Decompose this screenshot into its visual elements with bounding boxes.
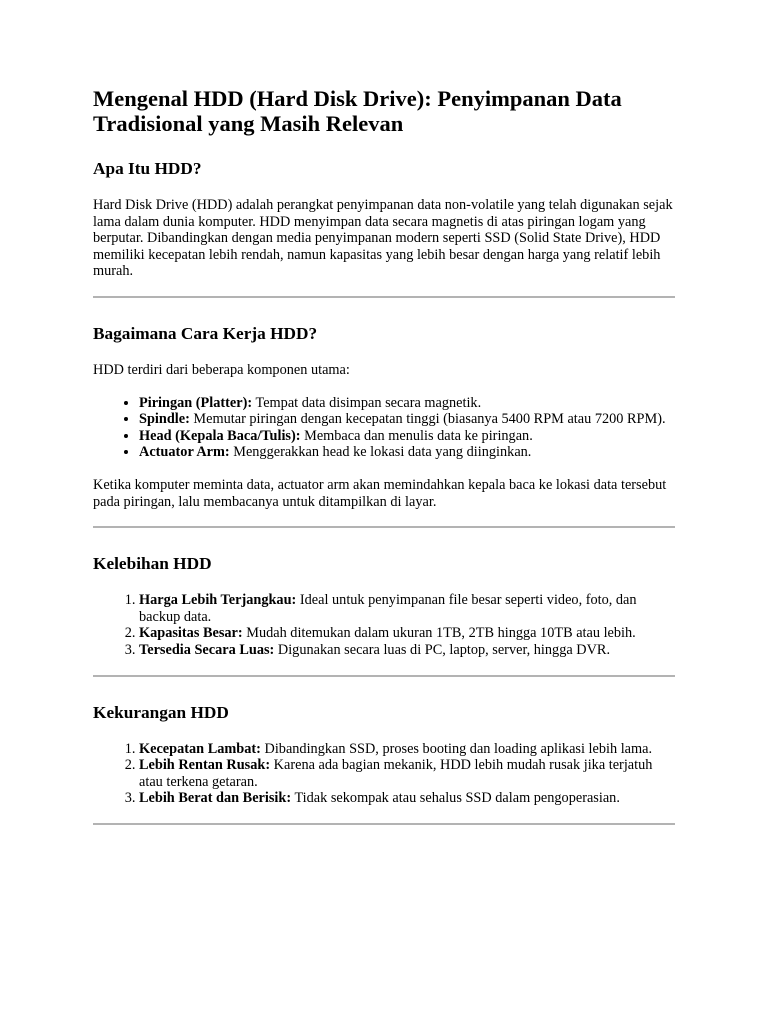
section-apa-itu-hdd xyxy=(93,159,675,298)
list-item xyxy=(139,757,675,790)
list-item xyxy=(139,428,675,445)
list-item-text: Memutar piringan dengan kecepatan tinggi (biasanya 5400 RPM atau 7200 RPM). xyxy=(189,411,666,428)
list-item-term: Head (Kepala Baca/Tulis): xyxy=(139,427,301,444)
section-heading: Apa Itu HDD? xyxy=(93,159,202,178)
list-item-term: Piringan (Platter): xyxy=(139,394,253,411)
section-divider xyxy=(93,526,675,528)
list-item-text: Digunakan secara luas di PC, laptop, server, hingga DVR. xyxy=(274,641,611,658)
list-item-text: Ideal untuk penyimpanan file besar seperti video, foto, dan backup data. xyxy=(139,592,637,625)
section-heading: Kekurangan HDD xyxy=(93,702,229,722)
list-item-text: Karena ada bagian mekanik, HDD lebih mudah rusak jika terjatuh atau terkena getaran. xyxy=(139,757,653,790)
section-heading: Kelebihan HDD xyxy=(93,554,212,574)
component-list xyxy=(93,395,675,461)
list-item-term: Lebih Rentan Rusak: xyxy=(139,757,271,774)
section-divider xyxy=(93,296,675,298)
list-item-text: Dibandingkan SSD, proses booting dan loading aplikasi lebih lama. xyxy=(260,740,653,757)
section-divider xyxy=(93,823,675,825)
section-paragraph: Hard Disk Drive (HDD) adalah perangkat penyimpanan data non-volatile yang telah digunakan sejak lama dalam dunia komputer. HDD menyimpan data secara magnetis di atas piringan logam yang berputar. Dibandingkan dengan media penyimpanan modern seperti SSD (Solid State Drive), HDD memiliki kecepatan lebih rendah, namun kapasitas yang lebih besar dengan harga yang relatif lebih murah. xyxy=(93,197,673,280)
advantages-list xyxy=(93,592,675,658)
section-kekurangan xyxy=(93,703,675,825)
list-item xyxy=(139,625,675,642)
list-item-term: Tersedia Secara Luas: xyxy=(139,641,275,658)
disadvantages-list xyxy=(93,741,675,807)
section-cara-kerja xyxy=(93,324,675,528)
list-item-term: Spindle: xyxy=(139,411,190,428)
section-divider xyxy=(93,675,675,677)
list-item xyxy=(139,411,675,428)
list-item xyxy=(139,395,675,412)
list-item-text: Mudah ditemukan dalam ukuran 1TB, 2TB hingga 10TB atau lebih. xyxy=(242,625,636,642)
list-item-text: Tempat data disimpan secara magnetik. xyxy=(252,394,482,411)
list-item-text: Menggerakkan head ke lokasi data yang diinginkan. xyxy=(229,444,532,461)
page-title: Mengenal HDD (Hard Disk Drive): Penyimpanan Data Tradisional yang Masih Relevan xyxy=(93,86,622,136)
section-heading: Bagaimana Cara Kerja HDD? xyxy=(93,323,318,343)
list-item-term: Kecepatan Lambat: xyxy=(139,740,261,757)
list-item-term: Harga Lebih Terjangkau: xyxy=(139,592,297,609)
list-item xyxy=(139,592,675,625)
section-intro: HDD terdiri dari beberapa komponen utama: xyxy=(93,361,350,378)
list-item-text: Tidak sekompak atau sehalus SSD dalam pengoperasian. xyxy=(291,790,620,807)
list-item xyxy=(139,444,675,461)
list-item-term: Actuator Arm: xyxy=(139,444,230,461)
list-item xyxy=(139,642,675,659)
list-item-text: Membaca dan menulis data ke piringan. xyxy=(300,427,533,444)
section-outro: Ketika komputer meminta data, actuator arm akan memindahkan kepala baca ke lokasi data tersebut pada piringan, lalu membacanya untuk ditampilkan di layar. xyxy=(93,476,667,510)
section-kelebihan xyxy=(93,554,675,676)
list-item-term: Kapasitas Besar: xyxy=(139,625,243,642)
list-item-term: Lebih Berat dan Berisik: xyxy=(139,790,292,807)
list-item xyxy=(139,790,675,807)
list-item xyxy=(139,741,675,758)
